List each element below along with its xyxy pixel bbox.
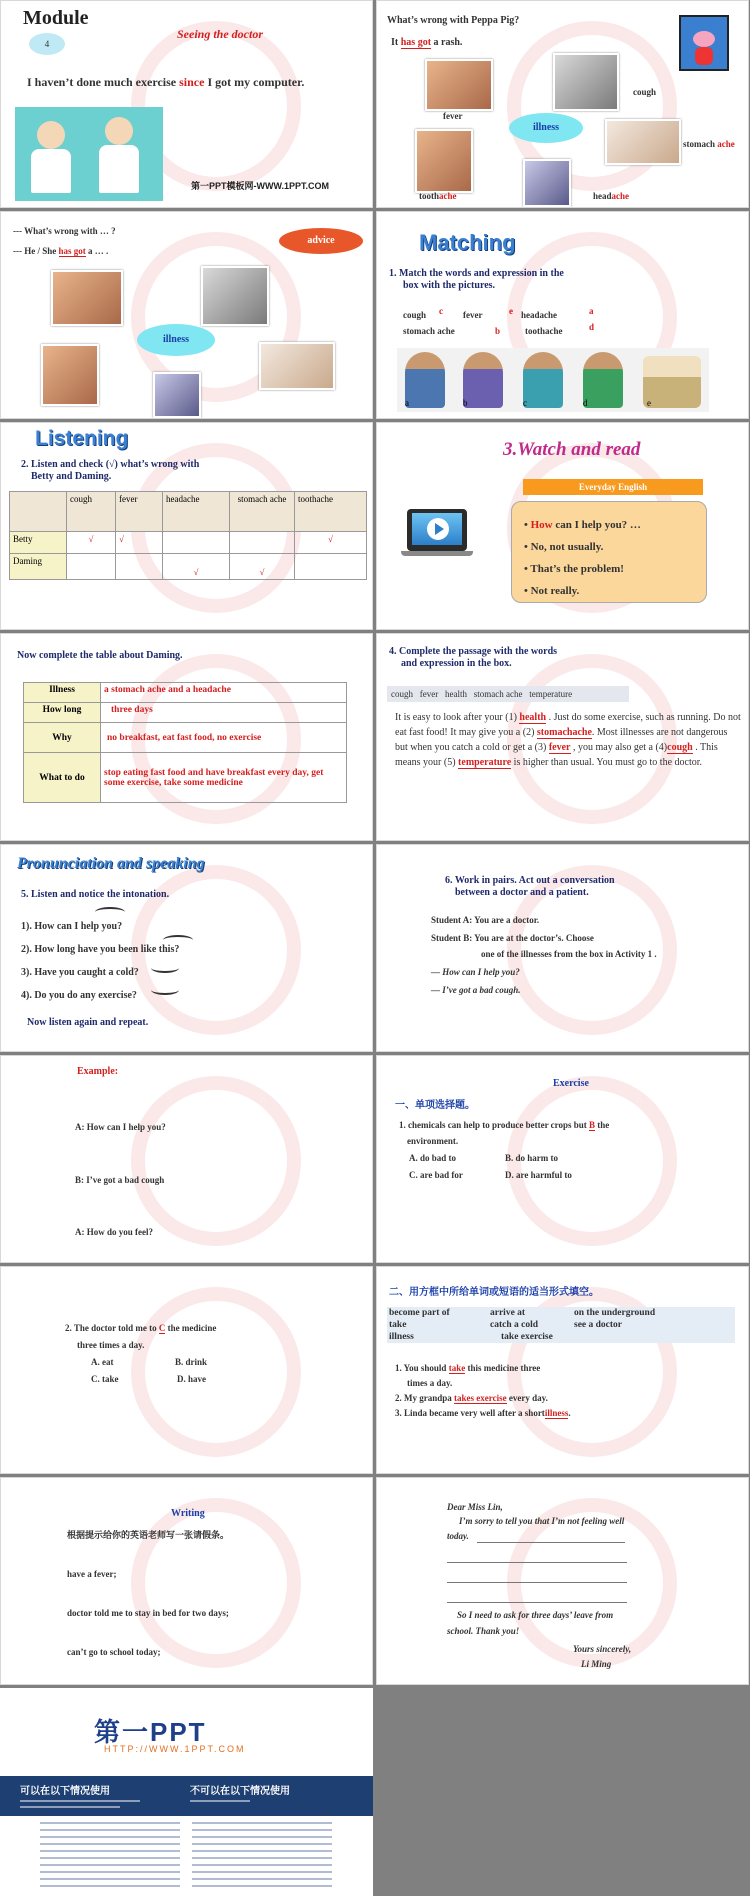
headache-photo <box>153 372 201 418</box>
table-cell: stop eating fast food and have breakfast every day, get some exercise, take some medicine <box>101 753 347 803</box>
bullet: • <box>524 519 531 531</box>
passage-text <box>395 710 741 770</box>
table-header: stomach ache <box>230 492 295 532</box>
person-in-bed <box>643 356 701 408</box>
passage-answer: fever <box>548 742 571 753</box>
person-figure <box>463 352 503 408</box>
sentence-part: I got my computer. <box>204 75 305 89</box>
instruction-line: 6. Work in pairs. Act out a conversation <box>445 875 615 886</box>
section-heading: 一、单项选择题。 <box>395 1100 475 1111</box>
question-line: 1). How can I help you? <box>21 921 123 932</box>
module-title: Module <box>23 7 89 29</box>
slide-15 <box>0 1477 373 1685</box>
brand-url: HTTP://WWW.1PPT.COM <box>104 1744 246 1754</box>
exercise-title: Exercise <box>553 1078 589 1089</box>
sentence-part: 3. Linda became very well after a short <box>395 1408 545 1418</box>
person-figure <box>405 352 445 408</box>
phrase-highlight: How <box>530 519 553 531</box>
sentence-answer: illness <box>544 1408 569 1418</box>
passage-answer: stomachache <box>536 727 592 738</box>
table-header: fever <box>116 492 163 532</box>
question-answer: B <box>589 1120 596 1130</box>
writing-prompt: 根据提示给你的英语老师写一张请假条。 <box>67 1530 230 1540</box>
slide-1 <box>0 0 373 208</box>
box-cell: become part of <box>389 1308 450 1318</box>
question-1 <box>399 1120 609 1130</box>
writing-hints <box>67 1542 229 1685</box>
table-header: cough <box>67 492 116 532</box>
writing-line <box>447 1562 627 1563</box>
question-2-cont: three times a day. <box>77 1340 145 1350</box>
label-ache: ache <box>439 191 457 201</box>
box-cell: see a doctor <box>574 1320 623 1330</box>
passage-part: . Most illnesses are not dangerous but when you catch a cold or get a (3) <box>395 727 728 753</box>
doctors-illustration <box>15 107 163 201</box>
fever-photo <box>51 270 123 326</box>
phrases-box <box>511 501 707 603</box>
letter-line: school. Thank you! <box>447 1626 520 1636</box>
table-label: Illness <box>24 683 101 703</box>
slide-13 <box>0 1266 373 1474</box>
fine-print <box>20 1800 140 1802</box>
word-toothache: toothache <box>525 326 563 336</box>
passage-answer: health <box>519 712 547 723</box>
word-headache: headache <box>521 310 557 320</box>
table-cell: a stomach ache and a headache <box>101 683 347 703</box>
intonation-arrow-icon <box>95 907 125 917</box>
pig-body <box>695 47 713 65</box>
table-cell <box>116 554 163 580</box>
sentence-part: 2. My grandpa <box>395 1393 455 1403</box>
table-cell: Daming <box>10 554 67 580</box>
table-cell: Betty <box>10 532 67 554</box>
answer-text <box>391 37 462 48</box>
illness-oval: illness <box>509 113 583 143</box>
box-row <box>387 1319 735 1331</box>
word-box: cough fever health stomach ache temperature <box>387 686 629 702</box>
slide-7 <box>0 633 373 841</box>
role-a: Student A: You are a doctor. <box>431 915 540 925</box>
instruction-line: 1. Match the words and expression in the <box>389 268 564 279</box>
laptop-video-icon <box>407 509 467 551</box>
letter-signature: Li Ming <box>581 1659 612 1669</box>
table-header: headache <box>163 492 230 532</box>
letter-line: So I need to ask for three days’ leave from <box>457 1610 614 1620</box>
hint-line: can’t go to school today; <box>67 1647 161 1657</box>
option-c: C. are bad for <box>409 1170 463 1180</box>
box-row <box>387 1331 735 1343</box>
role-b: Student B: You are at the doctor’s. Choose <box>431 933 594 943</box>
slide-12 <box>376 1055 749 1263</box>
question-1-cont: environment. <box>407 1136 459 1146</box>
hint-line: doctor told me to stay in bed for two days; <box>67 1608 229 1618</box>
hint-line: have a fever; <box>67 1569 117 1579</box>
answer-text <box>13 246 108 256</box>
answer-e: e <box>509 306 513 316</box>
table-row <box>24 723 347 753</box>
label-ache: ache <box>611 191 630 201</box>
option-c: C. take <box>91 1374 119 1384</box>
picture-label: a <box>405 398 409 408</box>
slide-heading: Now complete the table about Daming. <box>17 650 183 661</box>
instruction-line: Betty and Daming. <box>31 471 112 482</box>
advice-oval: advice <box>279 228 363 254</box>
table-row <box>24 683 347 703</box>
table-cell: √ <box>116 532 163 554</box>
option-d: D. are harmful to <box>505 1170 572 1180</box>
everyday-english-banner: Everyday English <box>523 479 703 495</box>
brand-logo: 第一PPT <box>94 1717 207 1747</box>
writing-line <box>447 1582 627 1583</box>
box-row <box>387 1307 735 1319</box>
role-b-cont: one of the illnesses from the box in Activity 1 . <box>481 949 657 959</box>
listening-table <box>9 491 367 580</box>
matching-title: Matching <box>419 230 516 255</box>
sentence-highlight: since <box>179 75 205 89</box>
label-part: head <box>593 191 612 201</box>
table-cell: √ <box>230 554 295 580</box>
slide-4 <box>376 211 749 419</box>
option-a: A. eat <box>91 1357 114 1367</box>
key-sentence <box>27 75 304 90</box>
word-cough: cough <box>403 310 427 320</box>
writing-line <box>477 1542 625 1543</box>
slide-14 <box>376 1266 749 1474</box>
question-text: What’s wrong with Peppa Pig? <box>387 15 520 26</box>
sentence-part: every day. <box>506 1393 548 1403</box>
fever-label: fever <box>443 111 463 121</box>
cough-photo <box>553 53 619 111</box>
pronunciation-title: Pronunciation and speaking <box>17 855 205 872</box>
answer-part: --- He / She <box>13 246 59 256</box>
question-2 <box>65 1323 216 1333</box>
instruction-line: and expression in the box. <box>401 658 512 669</box>
passage-part: is higher than usual. You must go to the doctor. <box>511 757 703 768</box>
answer-b: b <box>495 326 501 336</box>
slide-16 <box>376 1477 749 1685</box>
box-cell: arrive at <box>490 1308 526 1318</box>
sentence-1-cont: times a day. <box>407 1378 453 1388</box>
table-cell <box>230 532 295 554</box>
slide-3 <box>0 211 373 419</box>
link-list <box>192 1822 332 1888</box>
can-use-heading: 可以在以下情况使用 <box>20 1786 110 1797</box>
letter-line: today. <box>447 1531 469 1541</box>
sentence-part: . <box>568 1408 571 1418</box>
letter-greeting: Dear Miss Lin, <box>447 1502 503 1512</box>
fine-print <box>190 1800 250 1802</box>
table-row <box>10 532 367 554</box>
laptop-base <box>401 551 473 556</box>
toothache-photo <box>41 344 99 406</box>
stomachache-photo <box>605 119 681 165</box>
writing-line <box>447 1602 627 1603</box>
table-cell: no breakfast, eat fast food, no exercise <box>101 723 347 753</box>
clock-watermark <box>131 1287 301 1457</box>
picture-label: e <box>647 398 651 408</box>
table-header: toothache <box>295 492 367 532</box>
label-ache: ache <box>717 139 735 149</box>
answer-part: It <box>391 37 401 48</box>
phrase: • That’s the problem! <box>524 563 624 575</box>
toothache-photo <box>415 129 473 193</box>
intonation-arrow-icon <box>151 963 179 973</box>
sentence-answer: take <box>448 1363 466 1373</box>
daming-table <box>23 682 347 803</box>
phrase <box>524 514 694 536</box>
table-label: Why <box>24 723 101 753</box>
slide-2 <box>376 0 749 208</box>
sentence-1 <box>395 1363 540 1373</box>
passage-answer: temperature <box>458 757 512 768</box>
module-number-badge: 4 <box>29 33 65 55</box>
picture-label: c <box>523 398 527 408</box>
question-line: 3). Have you caught a cold? <box>21 967 139 978</box>
doctor-figure <box>105 117 133 145</box>
letter-line: I’m sorry to tell you that I’m not feeling well <box>459 1516 625 1526</box>
passage-part: . Just do some exercise, such as running. Do not eat fast food! It may give you a (2) <box>395 712 741 738</box>
question-text: --- What’s wrong with … ? <box>13 226 116 236</box>
slide-11 <box>0 1055 373 1263</box>
fever-photo <box>425 59 493 111</box>
sentence-part: I haven’t done much exercise <box>27 75 180 89</box>
intonation-arrow-icon <box>151 985 179 995</box>
box-cell: take exercise <box>501 1332 553 1342</box>
slide-6 <box>376 422 749 630</box>
letter-closing: Yours sincerely, <box>573 1644 632 1654</box>
table-row <box>24 753 347 803</box>
option-b: B. drink <box>175 1357 208 1367</box>
word-fever: fever <box>463 310 483 320</box>
listening-title: Listening <box>35 427 129 450</box>
lesson-subtitle: Seeing the doctor <box>177 27 263 41</box>
sentence-answer: takes exercise <box>454 1393 507 1403</box>
picture-label: b <box>463 398 468 408</box>
phrase-rest: can I help you? … <box>552 519 641 531</box>
question-part: the medicine <box>165 1323 217 1333</box>
dialogue-line: — How can I help you? <box>431 967 520 977</box>
answer-highlight: has got <box>58 246 86 256</box>
table-label: What to do <box>24 753 101 803</box>
word-stomach-ache: stomach ache <box>403 326 455 336</box>
instruction-line: box with the pictures. <box>403 280 496 291</box>
person-figure <box>583 352 623 408</box>
play-triangle <box>435 523 444 535</box>
doctor-figure <box>37 121 65 149</box>
box-cell: catch a cold <box>490 1320 539 1330</box>
illness-oval: illness <box>137 324 215 356</box>
question-part: 2. The doctor told me to <box>65 1323 159 1333</box>
table-cell: √ <box>67 532 116 554</box>
table-cell <box>67 554 116 580</box>
toothache-label <box>419 191 457 201</box>
slide-5 <box>0 422 373 630</box>
cough-photo <box>201 266 269 326</box>
question-answer: C <box>158 1323 166 1333</box>
answer-part: a rash. <box>431 37 463 48</box>
dialogue-line: A: How can I help you? <box>75 1122 166 1132</box>
phrase: • No, not usually. <box>524 541 604 553</box>
info-bar <box>0 1776 373 1816</box>
slide-17 <box>0 1688 373 1896</box>
sentence-part: 1. You should <box>395 1363 449 1373</box>
picture-label: d <box>583 398 588 408</box>
table-header <box>10 492 67 532</box>
site-watermark-text: 第一PPT模板网-WWW.1PPT.COM <box>191 181 329 191</box>
doctor-coat <box>99 145 139 193</box>
passage-answer: cough <box>667 742 693 753</box>
dialogue-line: B: I’ve got a bad cough <box>75 1174 165 1185</box>
stomachache-photo <box>259 342 335 390</box>
table-cell: √ <box>295 532 367 554</box>
question-line: 2). How long have you been like this? <box>21 944 180 955</box>
instruction-line: between a doctor and a patient. <box>455 887 589 898</box>
person-figure <box>523 352 563 408</box>
cannot-use-heading: 不可以在以下情况使用 <box>190 1786 290 1797</box>
table-row <box>10 554 367 580</box>
table-row <box>24 703 347 723</box>
phrase-box <box>387 1307 735 1343</box>
box-cell: take <box>389 1320 407 1330</box>
answer-c: c <box>439 306 443 316</box>
table-cell <box>295 554 367 580</box>
table-cell: √ <box>163 554 230 580</box>
sentence-part: this medicine three <box>465 1363 541 1373</box>
table-cell: three days <box>101 703 347 723</box>
headache-photo <box>523 159 571 207</box>
matching-pictures <box>397 348 709 412</box>
instruction-line: 5. Listen and notice the intonation. <box>21 889 170 900</box>
example-dialogue <box>75 1084 271 1263</box>
stomachache-label <box>683 139 735 149</box>
answer-highlight: has got <box>400 37 432 48</box>
section-heading: 二、用方框中所给单词或短语的适当形式填空。 <box>389 1287 599 1298</box>
label-part: tooth <box>419 191 439 201</box>
passage-part: It is easy to look after your (1) <box>395 712 520 723</box>
peppa-pig-image <box>679 15 729 71</box>
answer-part: a … . <box>85 246 109 256</box>
fine-print <box>20 1806 120 1808</box>
example-label: Example: <box>77 1066 119 1077</box>
phrase: • Not really. <box>524 585 580 597</box>
option-d: D. have <box>177 1374 206 1384</box>
instruction-line: 4. Complete the passage with the words <box>389 646 558 657</box>
question-line: 4). Do you do any exercise? <box>21 990 137 1001</box>
box-cell: on the underground <box>574 1308 656 1318</box>
slide-9 <box>0 844 373 1052</box>
passage-part: , you may also get a (4) <box>570 742 668 753</box>
cough-label: cough <box>633 87 657 97</box>
slide-8 <box>376 633 749 841</box>
box-cell: illness <box>389 1332 414 1342</box>
dialogue-line: — I’ve got a bad cough. <box>431 985 521 995</box>
table-label: How long <box>24 703 101 723</box>
answer-a: a <box>589 306 594 316</box>
pig-head <box>693 31 715 47</box>
writing-title: Writing <box>171 1508 205 1519</box>
instruction-line: 2. Listen and check (√) what’s wrong with <box>21 459 200 470</box>
question-part: the <box>595 1120 610 1130</box>
repeat-instruction: Now listen again and repeat. <box>27 1017 149 1028</box>
doctor-coat <box>31 149 71 193</box>
table-header-row <box>10 492 367 532</box>
dialogue-line: A: How do you feel? <box>75 1227 153 1237</box>
watch-read-title: 3.Watch and read <box>503 439 641 460</box>
sentence-3 <box>395 1408 571 1418</box>
label-part: stomach <box>683 139 718 149</box>
box-cell <box>573 1331 735 1343</box>
sentence-2 <box>395 1393 548 1403</box>
option-a: A. do bad to <box>409 1153 457 1163</box>
link-list <box>40 1822 180 1888</box>
question-part: 1. chemicals can help to produce better crops but <box>399 1120 589 1130</box>
slide-10 <box>376 844 749 1052</box>
headache-label <box>593 191 629 201</box>
table-cell <box>163 532 230 554</box>
passage-part: . This means your (5) <box>395 742 718 768</box>
option-b: B. do harm to <box>505 1153 559 1163</box>
answer-d: d <box>589 322 595 332</box>
